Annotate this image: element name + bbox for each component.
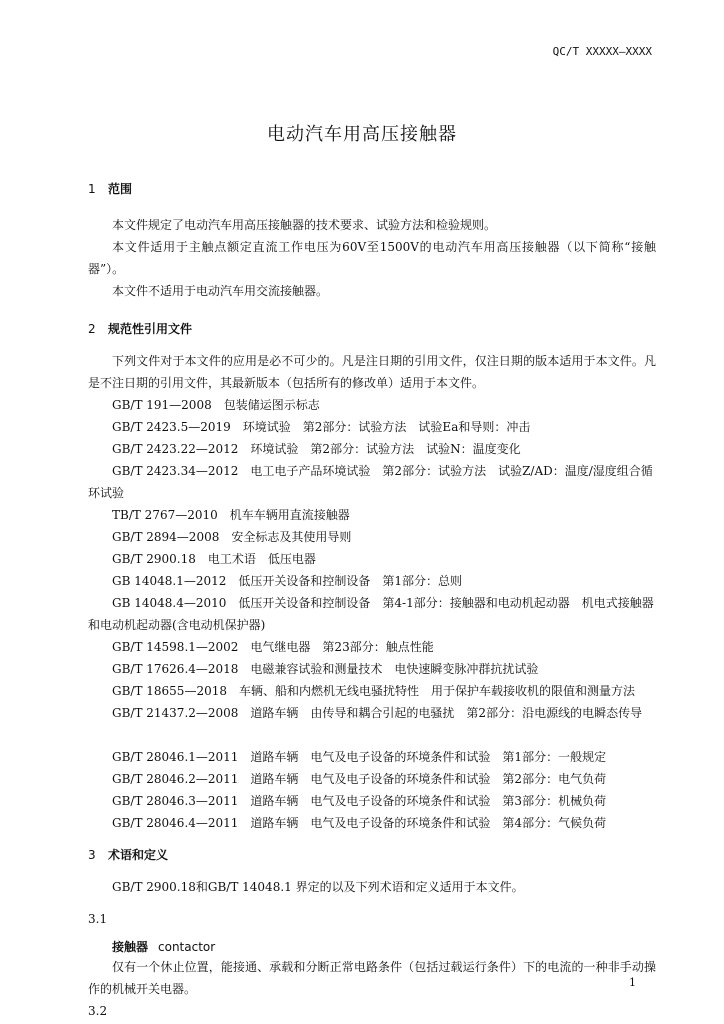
reference-item: GB/T 17626.4—2018 电磁兼容试验和测量技术 电快速瞬变脉冲群抗扰试验 bbox=[112, 662, 539, 676]
section-title: 规范性引用文件 bbox=[108, 322, 193, 336]
term-number: 3.2 bbox=[88, 1004, 108, 1018]
reference-item: GB/T 2423.5—2019 环境试验 第2部分：试验方法 试验Ea和导则：冲击 bbox=[112, 420, 531, 434]
terms-intro: GB/T 2900.18和GB/T 14048.1 界定的以及下列术语和定义适用于本文件。 bbox=[112, 880, 524, 894]
scope-paragraph-3: 本文件不适用于电动汽车用交流接触器。 bbox=[112, 284, 329, 298]
scope-paragraph-1: 本文件规定了电动汽车用高压接触器的技术要求、试验方法和检验规则。 bbox=[112, 218, 497, 232]
reference-item: GB/T 2894—2008 安全标志及其使用导则 bbox=[112, 530, 352, 544]
term-definition: 仅有一个休止位置，能接通、承载和分断正常电路条件（包括过载运行条件）下的电流的一种非手动操作的机械开关电器。 bbox=[88, 960, 656, 996]
reference-item: GB 14048.1—2012 低压开关设备和控制设备 第1部分：总则 bbox=[112, 574, 463, 588]
section-3-heading bbox=[88, 846, 168, 863]
section-number: 3 bbox=[88, 848, 96, 862]
reference-item: GB/T 14598.1—2002 电气继电器 第23部分：触点性能 bbox=[112, 640, 434, 654]
reference-item: GB/T 2423.22—2012 环境试验 第2部分：试验方法 试验N：温度变化 bbox=[112, 442, 521, 456]
section-2-heading bbox=[88, 320, 192, 337]
reference-item: GB 14048.4—2010 低压开关设备和控制设备 第4-1部分：接触器和电动机起动器 机电式接触器和电动机起动器(含电动机保护器) bbox=[88, 596, 654, 632]
term-name: 接触器 bbox=[112, 940, 149, 954]
section-number: 1 bbox=[88, 182, 96, 196]
standard-code: QC/T XXXXX—XXXX bbox=[552, 45, 652, 58]
section-1-heading bbox=[88, 180, 132, 197]
reference-item: GB/T 18655—2018 车辆、船和内燃机无线电骚扰特性 用于保护车载接收机的限值和测量方法 bbox=[112, 684, 635, 698]
reference-item: GB/T 28046.1—2011 道路车辆 电气及电子设备的环境条件和试验 第1部分：一般规定 bbox=[112, 750, 607, 764]
section-number: 2 bbox=[88, 322, 96, 336]
references-intro: 下列文件对于本文件的应用是必不可少的。凡是注日期的引用文件，仅注日期的版本适用于本文件。凡是不注日期的引用文件，其最新版本（包括所有的修改单）适用于本文件。 bbox=[88, 354, 656, 390]
section-title: 术语和定义 bbox=[108, 848, 169, 862]
term-number: 3.1 bbox=[88, 912, 108, 926]
page-number: 1 bbox=[629, 976, 636, 989]
reference-item: GB/T 28046.3—2011 道路车辆 电气及电子设备的环境条件和试验 第3部分：机械负荷 bbox=[112, 794, 607, 808]
reference-item: GB/T 28046.2—2011 道路车辆 电气及电子设备的环境条件和试验 第2部分：电气负荷 bbox=[112, 772, 607, 786]
scope-paragraph-2: 本文件适用于主触点额定直流工作电压为60V至1500V的电动汽车用高压接触器（以下简称“接触器”）。 bbox=[88, 240, 656, 276]
reference-item: GB/T 2900.18 电工术语 低压电器 bbox=[112, 552, 316, 566]
reference-item: TB/T 2767—2010 机车车辆用直流接触器 bbox=[112, 508, 350, 522]
section-title: 范围 bbox=[108, 182, 133, 196]
document-title: 电动汽车用高压接触器 bbox=[267, 124, 457, 145]
term-entry bbox=[112, 938, 215, 955]
reference-item: GB/T 28046.4—2011 道路车辆 电气及电子设备的环境条件和试验 第4部分：气候负荷 bbox=[112, 816, 607, 830]
reference-item: GB/T 191—2008 包装储运图示标志 bbox=[112, 398, 320, 412]
reference-item: GB/T 21437.2—2008 道路车辆 由传导和耦合引起的电骚扰 第2部分：沿电源线的电瞬态传导 bbox=[112, 706, 643, 720]
term-english: contactor bbox=[158, 940, 216, 954]
reference-item: GB/T 2423.34—2012 电工电子产品环境试验 第2部分：试验方法 试验Z/AD：温度/湿度组合循环试验 bbox=[88, 464, 653, 500]
